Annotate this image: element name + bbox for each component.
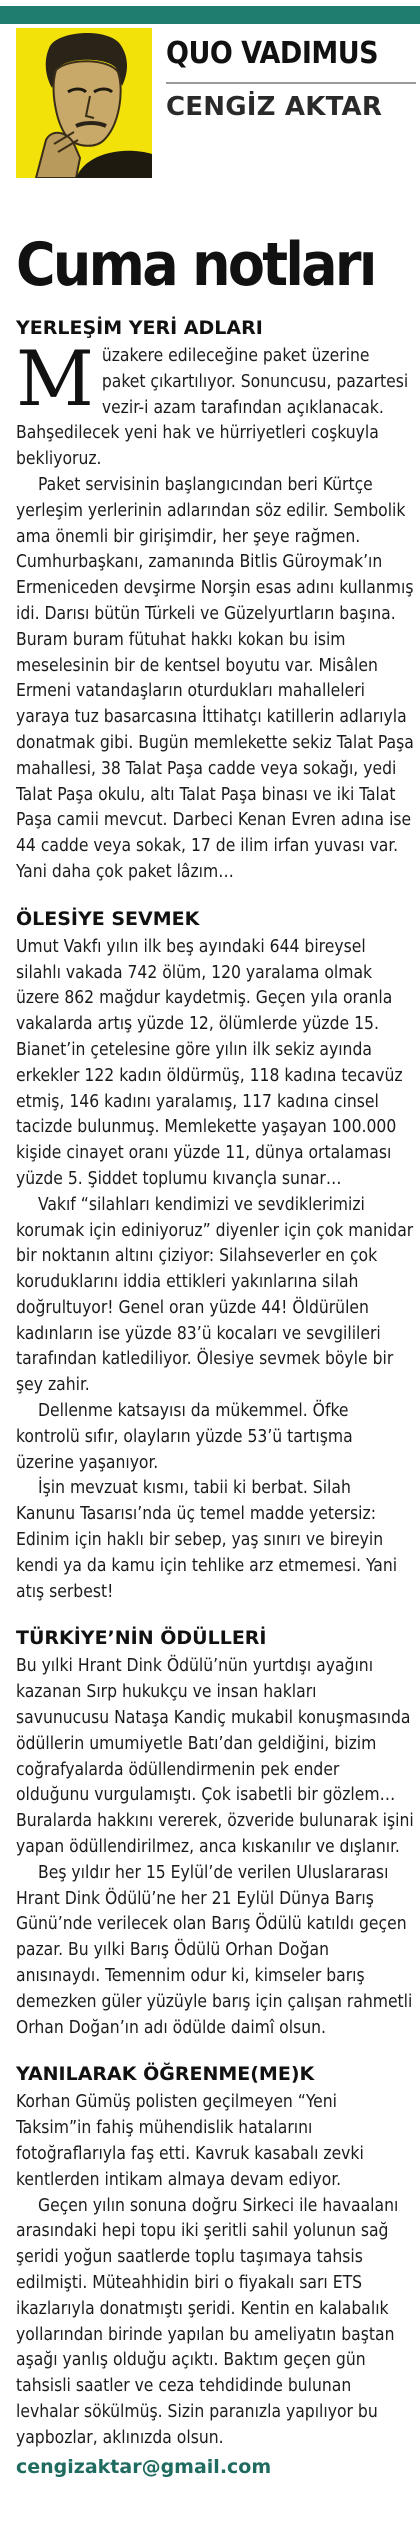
author-portrait — [16, 28, 152, 178]
article-paragraph: Korhan Gümüş polisten geçilmeyen “Yeni Taksim”in fahiş mühendislik hatalarını fotoğraflarıyla faş etti. Kavruk kasabalı zevki kentlerden intikam almaya devam ediyor. — [16, 2092, 364, 2190]
section-heading: YERLEŞİM YERİ ADLARI — [16, 317, 263, 339]
author-name: CENGİZ AKTAR — [166, 92, 383, 122]
article-paragraph: Vakıf “silahları kendimizi ve sevdiklerimizi korumak için ediniyoruz” diyenler için çok manidar bir noktanın altını çiziyor: Silahseverler en çok koruduklarını iddia ettikleri yakınlarına silah doğrultuyor! Genel oran yüzde 44! Öldürülen kadınların ise yüzde 83’ü kocaları ve sevgilileri tarafından katlediliyor. Ölesiye sevmek böyle bir şey zahir. — [16, 1194, 414, 1396]
article-paragraph: Bu yılki Hrant Dink Ödülü’nün yurtdışı ayağını kazanan Sırp hukukçu ve insan hakları savunucusu Nataşa Kandiç mukabil konuşmasında ödüllerin umumiyetle Batı’dan geldiğini, bizim coğrafyalarda ödüllendirmenin pek ender olduğunu vurgulamıştı. Çok isabetli bir gözlem… Buralarda hakkını vererek, özveride bulunarak işini yapan ödüllendirilmez, anca kıskanılır ve dışlanır. — [16, 1656, 414, 1858]
author-portrait-illustration — [16, 28, 152, 178]
paragraph-text: üzakere edileceğine paket üzerine paket çıkartılıyor. Sonuncusu, pazartesi vezir-i azam tarafından açıklanacak. Bahşedilecek yeni hak ve hürriyetleri coşkuyla bekliyoruz. — [16, 346, 409, 470]
article-paragraph: Paket servisinin başlangıcından beri Kürtçe yerleşim yerlerinin adlarından söz edilir. Sembolik ama önemli bir girişimdir, her şeye rağmen. Cumhurbaşkanı, zamanında Bitlis Güroymak’ın Ermeniceden devşirme Norşin esas adını kullanmış idi. Darısı bütün Türkeli ve Güzelyurtların başına. Buram buram fütuhat hakkı kokan bu isim meselesinin bir de kentsel boyutu var. Misâlen Ermeni vatandaşların oturdukları mahalleleri yaraya tuz basarcasına İttihatçı katillerin adlarıyla donatmak gibi. Bugün memlekette sekiz Talat Paşa mahallesi, 38 Talat Paşa cadde veya sokağı, yedi Talat Paşa okulu, altı Talat Paşa binası ve iki Talat Paşa camii mevcut. Darbeci Kenan Evren adına ise 44 cadde veya sokak, 17 de ilim irfan yuvası var. Yani daha çok paket lâzım… — [16, 474, 414, 882]
article-headline: Cuma notları — [16, 230, 375, 300]
article-paragraph: Umut Vakfı yılın ilk beş ayındaki 644 bireysel silahlı vakada 742 ölüm, 120 yaralama olmak üzere 862 mağdur kaydetmiş. Geçen yıla oranla vakalarda artış yüzde 12, ölümlerde yüzde 15. Bianet’in çetelesine göre yılın ilk sekiz ayında erkekler 122 kadın öldürmüş, 118 kadına tecavüz etmiş, 146 kadını yaralamış, 117 kadına cinsel tacizde bulunmuş. Memlekette yaşayan 100.000 kişide cinayet oranı yüzde 11, dünya ortalaması yüzde 5. Şiddet toplumu kıvançla sunar… — [16, 936, 403, 1189]
section-heading: ÖLESİYE SEVMEK — [16, 907, 200, 930]
article-paragraph — [16, 344, 414, 473]
header-accent-bar — [0, 6, 420, 24]
article-paragraph: Dellenme katsayısı da mükemmel. Öfke kontrolü sıfır, olayların yüzde 53’ü tartışma üzerine yaşanıyor. — [16, 1401, 353, 1473]
drop-cap: M — [16, 344, 94, 423]
author-email-link[interactable]: cengizaktar@gmail.com — [16, 2455, 272, 2478]
article-paragraph: İşin mevzuat kısmı, tabii ki berbat. Silah Kanunu Tasarısı’nda üç temel madde yetersiz: Edinim için haklı bir sebep, yaş sınırı ve bireyin kendi ya da kamu için tehlike arz etmemesi. Yani atış serbest! — [16, 1478, 398, 1602]
column-title: QUO VADIMUS — [166, 36, 379, 71]
article-body — [16, 315, 414, 2478]
article-paragraph: Geçen yılın sonuna doğru Sirkeci ile havaalanı arasındaki hepi topu iki şeritli sahil yolunun sağ şeridi yoğun saatlerde toplu taşımaya tahsis edilmişti. Müteahhidin biri o fiyakalı sarı ETS ikazlarıyla donatmıştı şeridi. Kentin en kalabalık yollarından birinde yapılan bu ameliyatın baştan aşağı yanlış olduğu açıktı. Baktım geçen gün tahsisli saatler ve ceza tehdidinde bulunan levhalar sökülmüş. Sizin paranızla yapılıyor bu yapbozlar, aklınızda olsun. — [16, 2195, 399, 2448]
article-paragraph: Beş yıldır her 15 Eylül’de verilen Uluslararası Hrant Dink Ödülü’ne her 21 Eylül Dünya Barış Günü’nde verilecek olan Barış Ödülü katıldı geçen pazar. Bu yılki Barış Ödülü Orhan Doğan anısınaydı. Temennim odur ki, kimseler barış demezken güler yüzüyle barış için çalışan rahmetli Orhan Doğan’ın adı ödülde daimî olsun. — [16, 1862, 413, 2038]
section-heading: TÜRKİYE’NİN ÖDÜLLERİ — [16, 1627, 267, 1650]
header-divider — [166, 82, 416, 84]
section-heading: YANILARAK ÖĞRENME(ME)K — [16, 2063, 315, 2086]
